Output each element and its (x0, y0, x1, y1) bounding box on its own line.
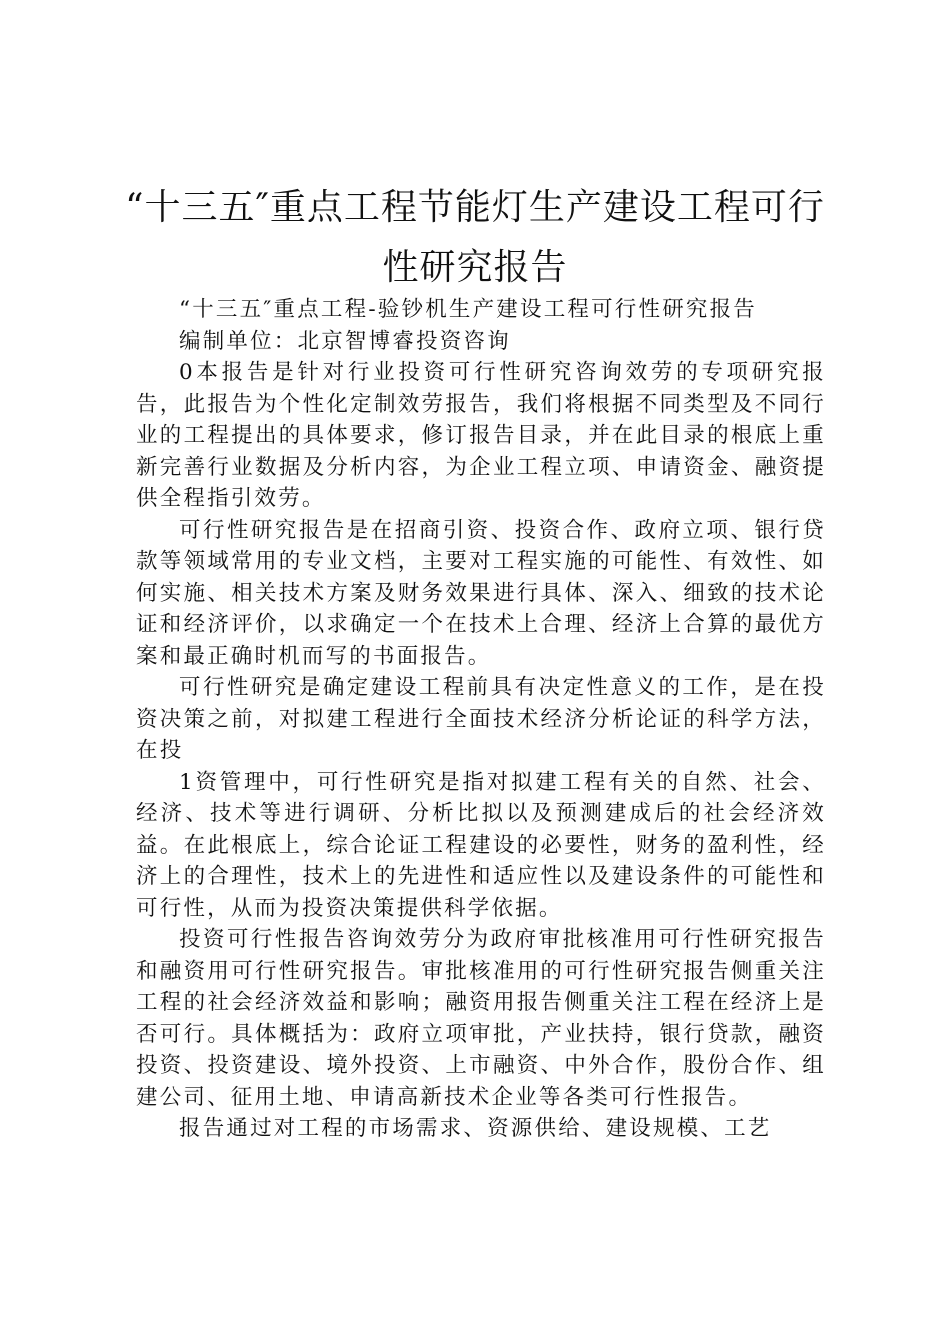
subtitle-paragraph: “十三五″重点工程-验钞机生产建设工程可行性研究报告 (179, 297, 757, 322)
body-paragraph: 1资管理中，可行性研究是指对拟建工程有关的自然、社会、经济、技术等进行调研、分析比拟以及预测建成后的社会经济效益。在此根底上，综合论证工程建设的必要性，财务的盈利性，经济上的合理性，技术上的先进性和适应性以及建设条件的可能性和可行性，从而为投资决策提供科学依据。 (136, 769, 826, 921)
body-paragraph: 0本报告是针对行业投资可行性研究咨询效劳的专项研究报告，此报告为个性化定制效劳报告，我们将根据不同类型及不同行业的工程提出的具体要求，修订报告目录，并在此目录的根底上重新完善行业数据及分析内容，为企业工程立项、申请资金、融资提供全程指引效劳。 (136, 360, 826, 511)
body-paragraph: 可行性研究报告是在招商引资、投资合作、政府立项、银行贷款等领域常用的专业文档，主要对工程实施的可能性、有效性、如何实施、相关技术方案及财务效果进行具体、深入、细致的技术论证和经济评价，以求确定一个在技术上合理、经济上合算的最优方案和最正确时机而写的书面报告。 (136, 517, 826, 669)
body-paragraph: 投资可行性报告咨询效劳分为政府审批核准用可行性研究报告和融资用可行性研究报告。审批核准用的可行性研究报告侧重关注工程的社会经济效益和影响；融资用报告侧重关注工程在经济上是否可行。具体概括为：政府立项审批，产业扶持，银行贷款，融资投资、投资建设、境外投资、上市融资、中外合作，股份合作、组建公司、征用土地、申请高新技术企业等各类可行性报告。 (136, 927, 826, 1110)
body-paragraph: 可行性研究是确定建设工程前具有决定性意义的工作，是在投资决策之前，对拟建工程进行全面技术经济分析论证的科学方法，在投 (136, 675, 826, 763)
body-paragraph: 报告通过对工程的市场需求、资源供给、建设规模、工艺 (179, 1116, 772, 1141)
document-title: “十三五″重点工程节能灯生产建设工程可行性研究报告 (125, 187, 825, 288)
compiler-paragraph: 编制单位：北京智博睿投资咨询 (179, 328, 511, 354)
document-body (136, 294, 826, 1145)
